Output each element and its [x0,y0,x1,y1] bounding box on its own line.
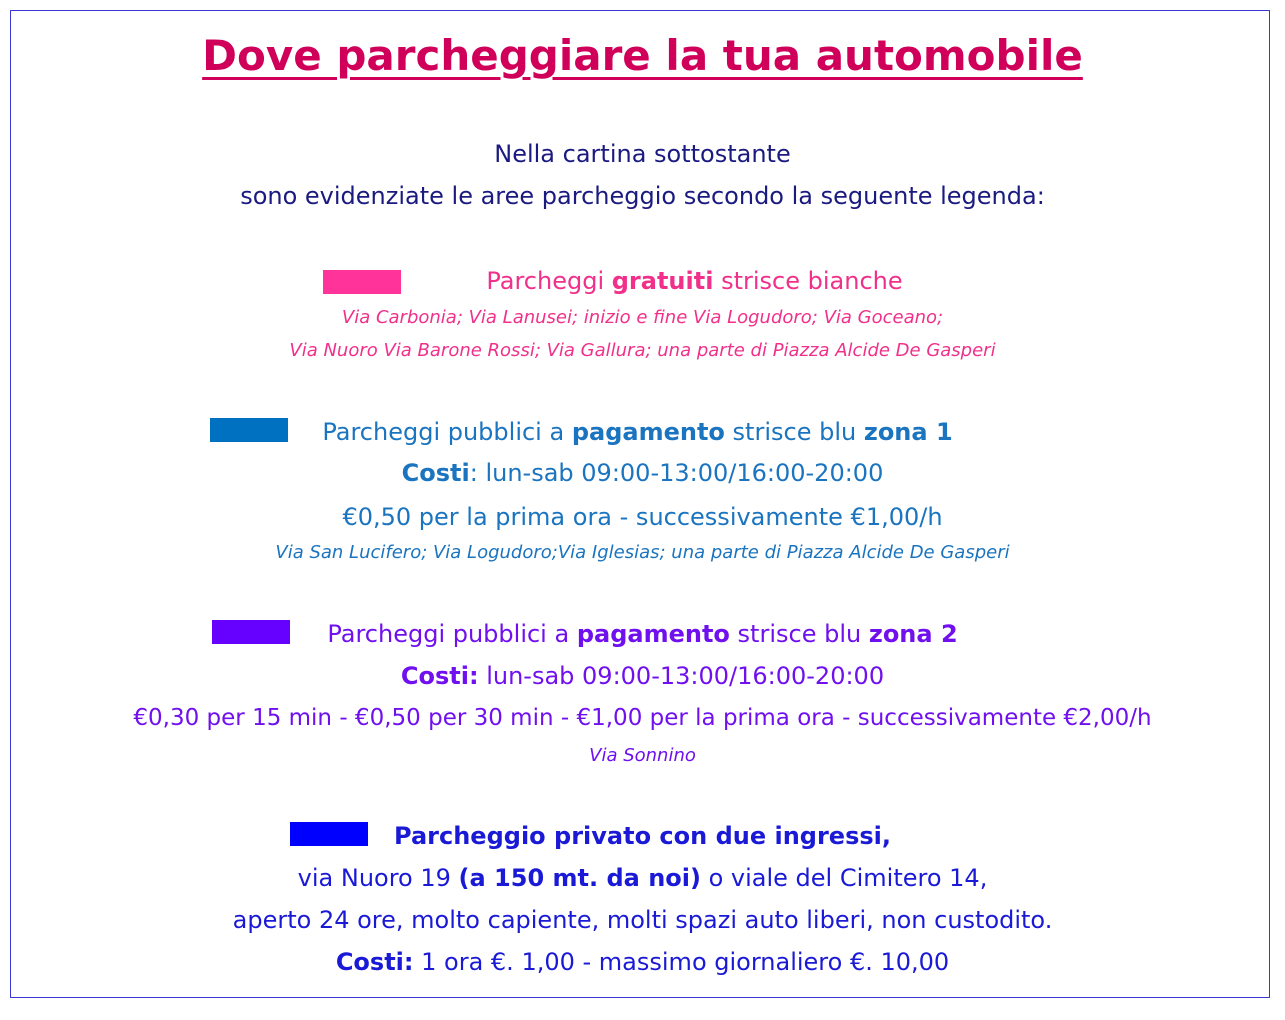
legend-zone2-prices: €0,30 per 15 min - €0,50 per 30 min - €1,00 per la prima ora - successivamente €2,00/h [133,705,1152,731]
legend-zone1-label: Parcheggi pubblici a pagamento strisce blu zona 1 [322,418,953,446]
legend-free-label: Parcheggi gratuiti strisce bianche [486,267,903,295]
page-title: Dove parcheggiare la tua automobile [202,31,1083,80]
legend-private-label: Parcheggio privato con due ingressi, [394,822,891,850]
legend-private-address: via Nuoro 19 (a 150 mt. da noi) o viale del Cimitero 14, [297,864,988,892]
legend-free-streets-2: Via Nuoro Via Barone Rossi; Via Gallura; una parte di Piazza Alcide De Gasperi [289,340,996,361]
legend-free-streets-1: Via Carbonia; Via Lanusei; inizio e fine Via Logudoro; Via Goceano; [341,307,944,328]
legend-zone2-costs: Costi: lun-sab 09:00-13:00/16:00-20:00 [400,662,885,690]
legend-zone1-prices: €0,50 per la prima ora - successivamente €1,00/h [342,503,943,531]
legend-private-details: aperto 24 ore, molto capiente, molti spazi auto liberi, non custodito. [232,906,1053,934]
legend-zone1-streets: Via San Lucifero; Via Logudoro;Via Iglesias; una parte di Piazza Alcide De Gasperi [275,542,1010,563]
legend-private-costs: Costi: 1 ora €. 1,00 - massimo giornaliero €. 10,00 [335,948,950,976]
legend-zone1-costs: Costi: lun-sab 09:00-13:00/16:00-20:00 [401,459,884,487]
intro-line-1: Nella cartina sottostante [494,140,791,168]
legend-zone2-streets: Via Sonnino [589,745,696,766]
legend-zone2-label: Parcheggi pubblici a pagamento strisce blu zona 2 [327,620,958,648]
intro-line-2: sono evidenziate le aree parcheggio secondo la seguente legenda: [240,182,1045,210]
